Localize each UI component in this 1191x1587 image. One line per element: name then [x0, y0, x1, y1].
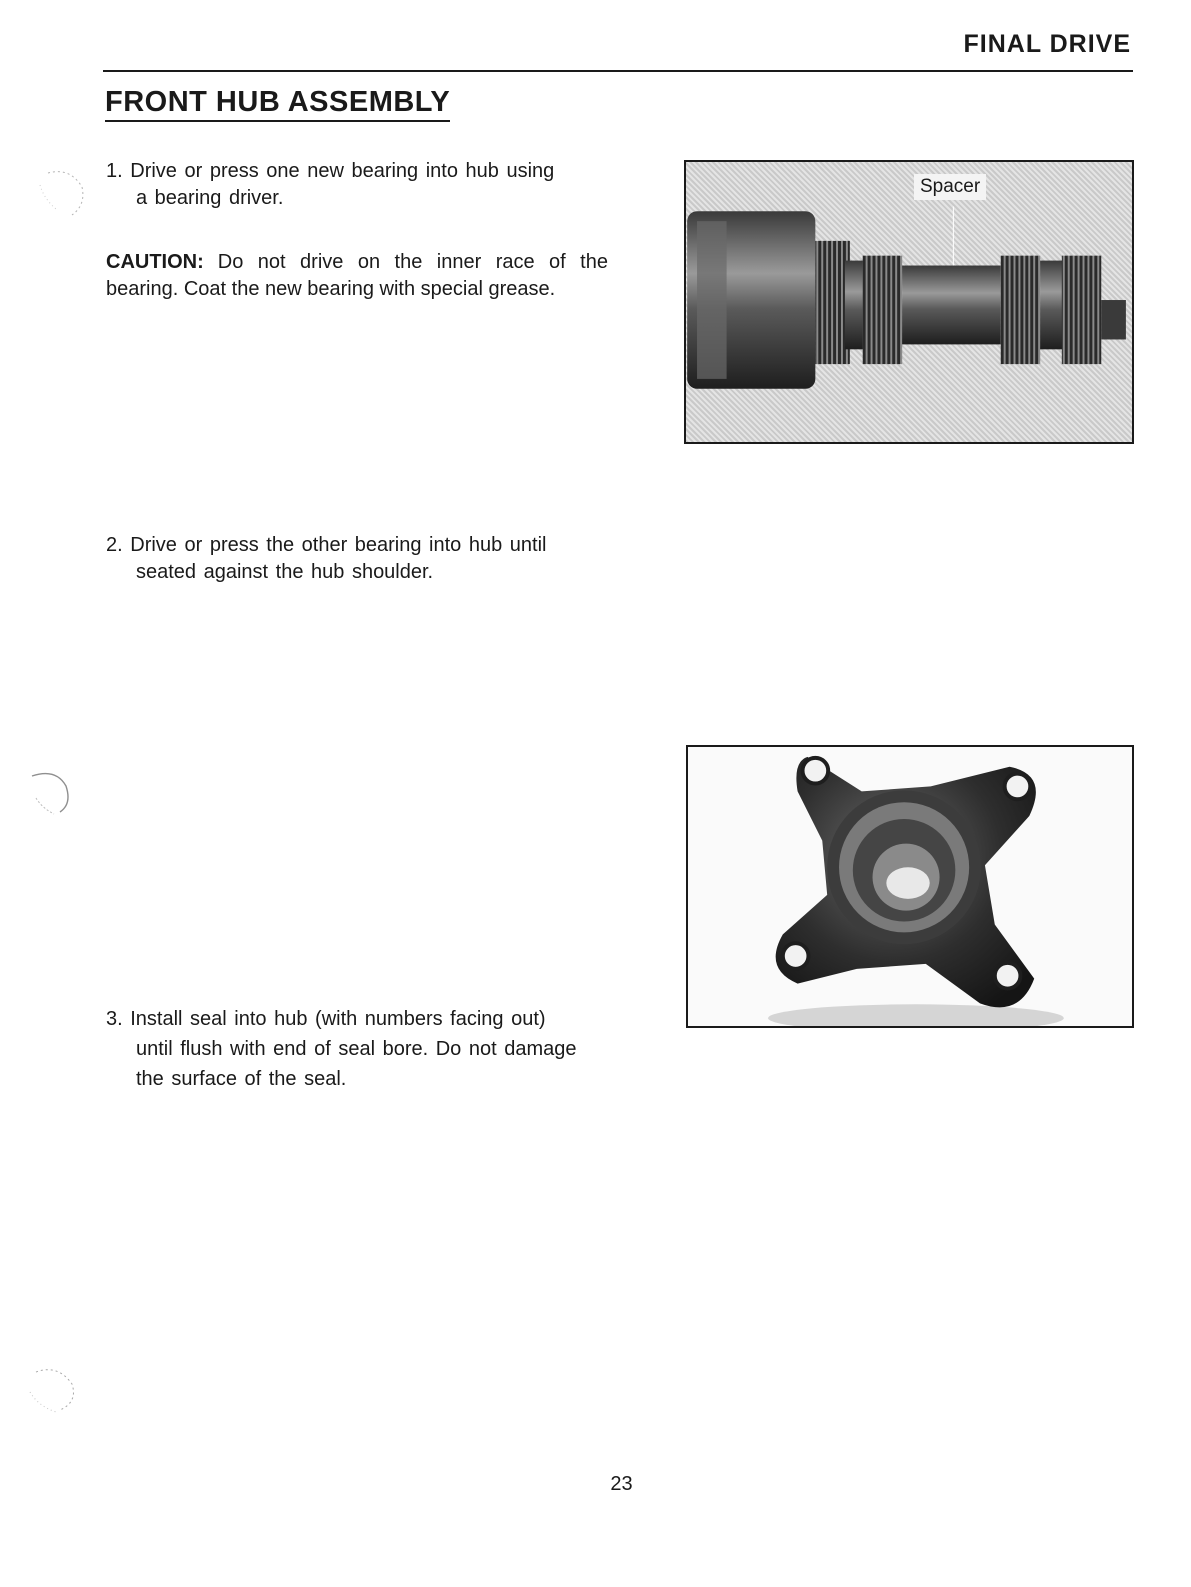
caution-note — [106, 249, 608, 303]
binder-hole-mark — [24, 770, 84, 820]
front-hub-photo — [688, 747, 1132, 1026]
step-text-continued: a bearing driver. — [136, 187, 284, 209]
step-text: Drive or press one new bearing into hub using — [130, 160, 555, 182]
step-1 — [106, 158, 626, 212]
step-number: 2. — [106, 534, 123, 556]
caution-label: CAUTION: — [106, 251, 204, 273]
step-text-continued: until flush with end of seal bore. Do not damage — [136, 1038, 577, 1060]
header-rule — [103, 70, 1133, 72]
section-title: FINAL DRIVE — [963, 30, 1131, 58]
step-number: 3. — [106, 1008, 123, 1030]
step-text-continued: the surface of the seal. — [136, 1068, 347, 1090]
spacer-callout: Spacer — [914, 174, 986, 200]
step-2 — [106, 532, 626, 586]
page-number: 23 — [610, 1473, 633, 1495]
step-number: 1. — [106, 160, 123, 182]
page-title: FRONT HUB ASSEMBLY — [105, 86, 450, 122]
caution-text: Do not drive on the inner race of the bearing. Coat the new bearing with special grease. — [106, 251, 608, 300]
step-text-continued: seated against the hub shoulder. — [136, 561, 434, 583]
step-text: Install seal into hub (with numbers facing out) — [130, 1008, 546, 1030]
binder-hole-mark — [22, 1362, 82, 1417]
binder-hole-mark — [30, 165, 90, 220]
bearing-assembly-figure — [684, 160, 1134, 444]
step-3 — [106, 1004, 626, 1094]
step-text: Drive or press the other bearing into hub until — [130, 534, 547, 556]
front-hub-figure — [686, 745, 1134, 1028]
hub-bearing-photo — [686, 162, 1132, 442]
